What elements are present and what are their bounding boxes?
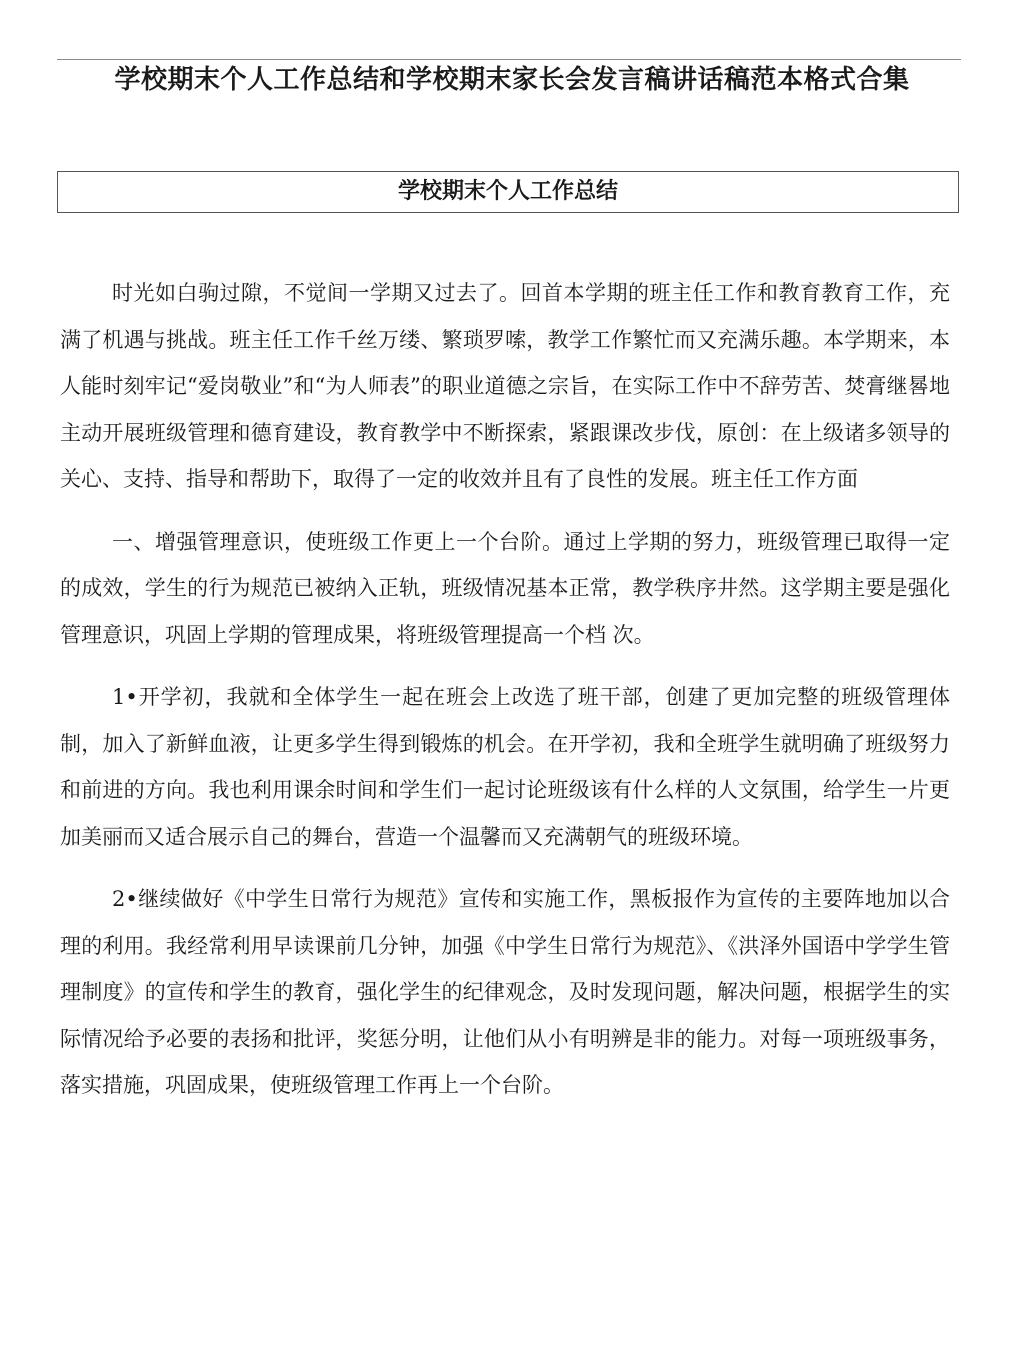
paragraph-item-one: 1•开学初，我就和全体学生一起在班会上改选了班干部，创建了更加完整的班级管理体制，加入了新鲜血液，让更多学生得到锻炼的机会。在开学初，我和全班学生就明确了班级努力和前进的方向。我也利用课余时间和学生们一起讨论班级该有什么样的人文氛围，给学生一片更加美丽而又适合展示自己的舞台，营造一个温馨而又充满朝气的班级环境。	[60, 685, 950, 849]
section-title: 学校期末个人工作总结	[397, 179, 618, 204]
paragraph-intro: 时光如白驹过隙，不觉间一学期又过去了。回首本学期的班主任工作和教育教育工作，充满了机遇与挑战。班主任工作千丝万缕、繁琐罗嗦，教学工作繁忙而又充满乐趣。本学期来，本人能时刻牢记“爱岗敬业”和“为人师表”的职业道德之宗旨，在实际工作中不辞劳苦、焚膏继晷地主动开展班级管理和德育建设，教育教学中不断探索，紧跟课改步伐，原创：在上级诸多领导的关心、支持、指导和帮助下，取得了一定的收效并且有了良性的发展。班主任工作方面	[60, 281, 950, 491]
document-title: 学校期末个人工作总结和学校期末家长会发言稿讲话稿范本格式合集	[114, 65, 910, 95]
paragraph-item-two: 2•继续做好《中学生日常行为规范》宣传和实施工作，黑板报作为宣传的主要阵地加以合理的利用。我经常利用早读课前几分钟，加强《中学生日常行为规范》、《洪泽外国语中学学生管理制度》的宣传和学生的教育，强化学生的纪律观念，及时发现问题，解决问题，根据学生的实际情况给予必要的表扬和批评，奖惩分明，让他们从小有明辨是非的能力。对每一项班级事务，落实措施，巩固成果，使班级管理工作再上一个台阶。	[60, 887, 950, 1097]
document-body	[60, 270, 950, 1125]
paragraph-section-one: 一、增强管理意识，使班级工作更上一个台阶。通过上学期的努力，班级管理已取得一定的成效，学生的行为规范已被纳入正轨，班级情况基本正常，教学秩序井然。这学期主要是强化管理意识，巩固上学期的管理成果，将班级管理提高一个档 次。	[60, 529, 950, 647]
section-title-box	[57, 171, 959, 213]
